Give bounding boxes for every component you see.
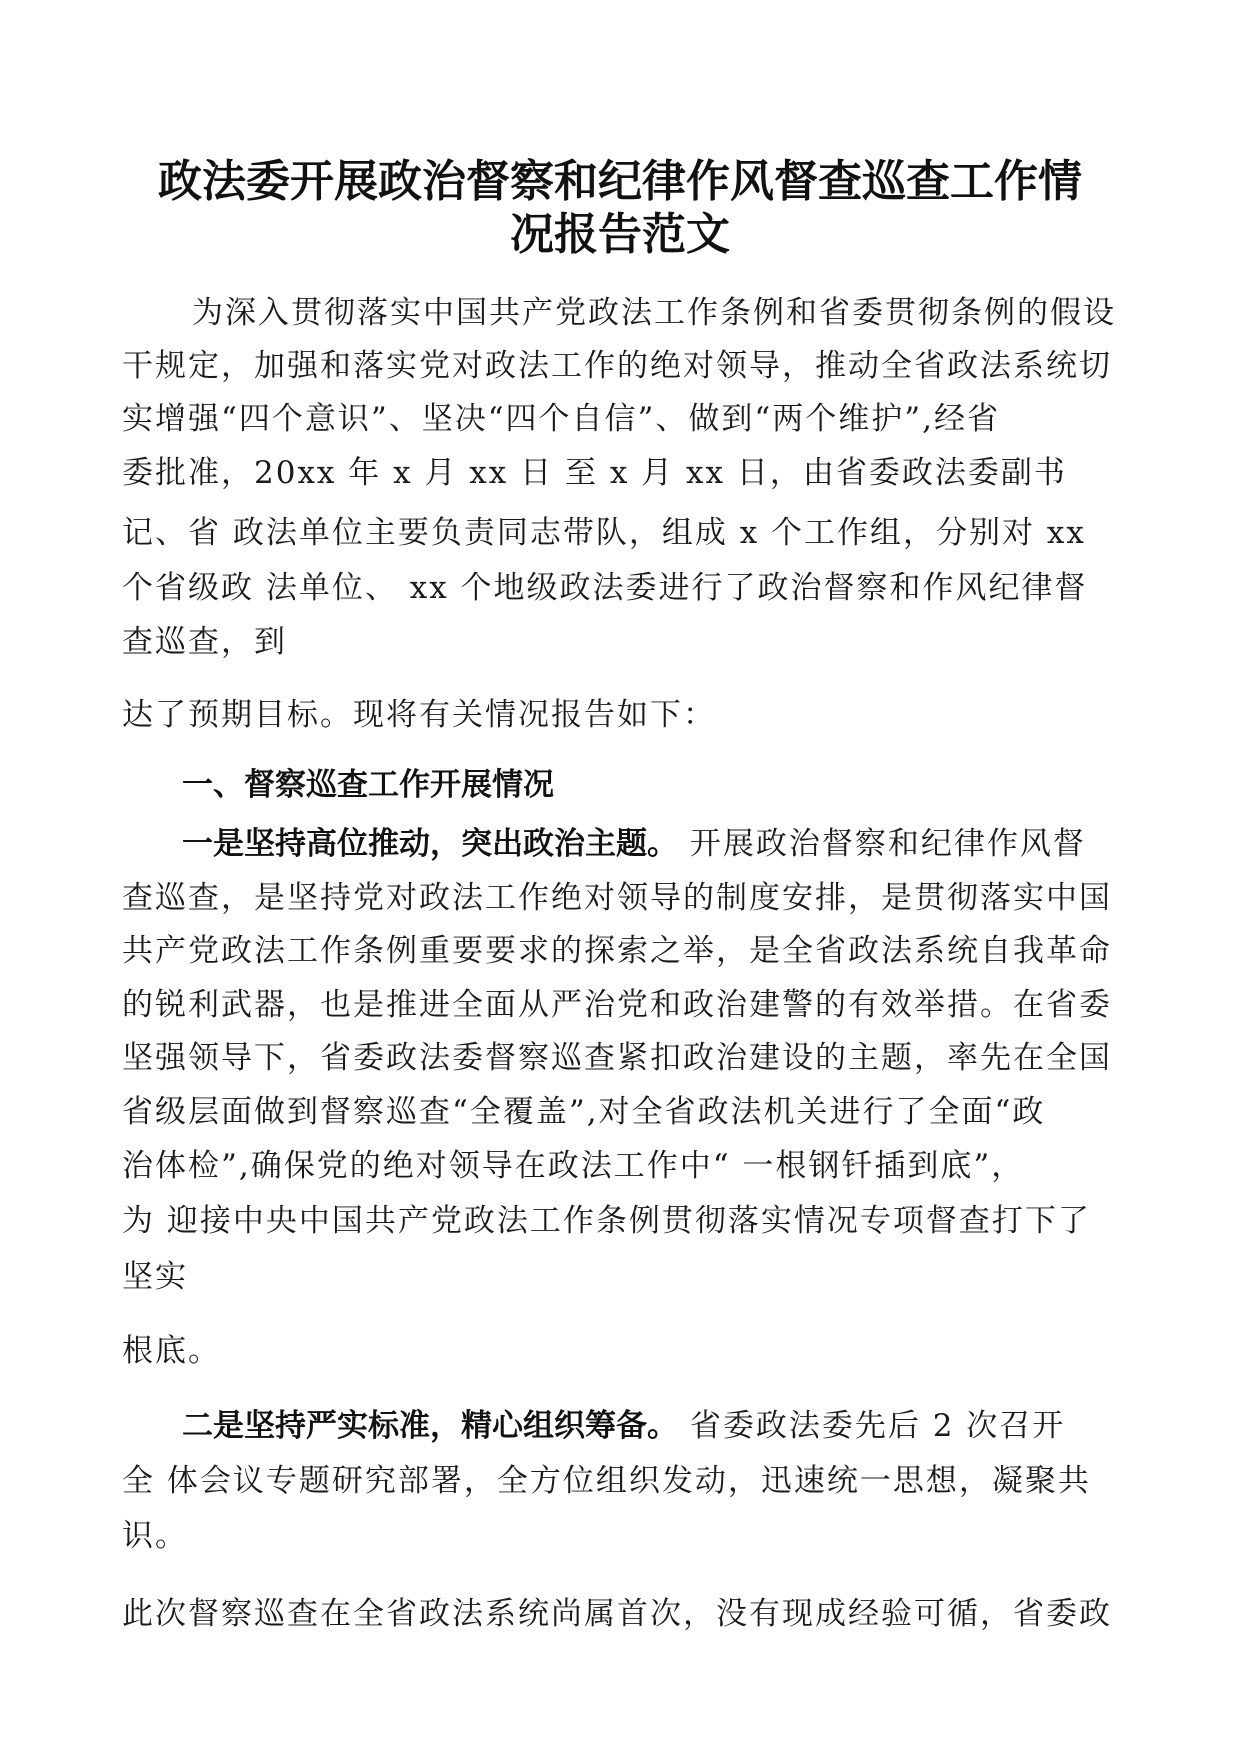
para2-line: 全 体会议专题研究部署，全方位组织发动，迅速统一思想，凝聚共 (122, 1463, 1091, 1499)
document-title-line-1: 政法委开展政治督察和纪律作风督查巡查工作情 (158, 156, 1082, 207)
para2-tail: 此次督察巡查在全省政法系统尚属首次，没有现成经验可循，省委政 (122, 1596, 1112, 1632)
document-title-line-2: 况报告范文 (510, 209, 730, 260)
para1-first-line (182, 826, 1086, 862)
para2-lead: 二是坚持严实标准，精心组织筹备。 (182, 1408, 678, 1444)
para1-line: 查巡查，是坚持党对政法工作绝对领导的制度安排，是贯彻落实中国 (122, 880, 1112, 916)
intro-line: 实增强“四个意识”、坚决“四个自信”、做到“两个维护”,经省 (122, 401, 1000, 437)
para1-line: 省级层面做到督察巡查“全覆盖”,对全省政法机关进行了全面“政 (122, 1094, 1046, 1130)
para2-line: 识。 (122, 1518, 188, 1554)
intro-line: 委批准，20xx 年 x 月 xx 日 至 x 月 xx 日，由省委政法委副书 (122, 455, 1067, 491)
para1-first-rest: 开展政治督察和纪律作风督 (678, 826, 1086, 862)
para1-line: 坚强领导下，省委政法委督察巡查紧扣政治建设的主题，率先在全国 (122, 1040, 1112, 1076)
para1-line: 的锐利武器，也是推进全面从严治党和政治建警的有效举措。在省委 (122, 987, 1112, 1023)
para1-line: 坚实 (122, 1259, 188, 1295)
para2-first-line (182, 1408, 1066, 1444)
intro-line: 查巡查，到 (122, 624, 287, 660)
para1-line: 共产党政法工作条例重要要求的探索之举，是全省政法系统自我革命 (122, 933, 1112, 969)
intro-line: 个省级政 法单位、 xx 个地级政法委进行了政治督察和作风纪律督 (122, 570, 1088, 606)
intro-line: 干规定，加强和落实党对政法工作的绝对领导，推动全省政法系统切 (122, 348, 1112, 384)
intro-line: 记、省 政法单位主要负责同志带队，组成 x 个工作组，分别对 xx (122, 515, 1086, 551)
para1-lead: 一是坚持高位推动，突出政治主题。 (182, 826, 678, 862)
intro-tail: 达了预期目标。现将有关情况报告如下： (122, 697, 716, 733)
intro-line: 为深入贯彻落实中国共产党政法工作条例和省委贯彻条例的假设 (192, 295, 1116, 331)
para2-first-rest: 省委政法委先后 2 次召开 (678, 1408, 1066, 1444)
para1-line: 为 迎接中央中国共产党政法工作条例贯彻落实情况专项督查打下了 (122, 1203, 1091, 1239)
para1-tail: 根底。 (122, 1333, 221, 1369)
section-heading: 一、督察巡查工作开展情况 (182, 767, 554, 803)
para1-line: 治体检”,确保党的绝对领导在政法工作中“ 一根钢钎插到底”， (122, 1148, 1025, 1184)
